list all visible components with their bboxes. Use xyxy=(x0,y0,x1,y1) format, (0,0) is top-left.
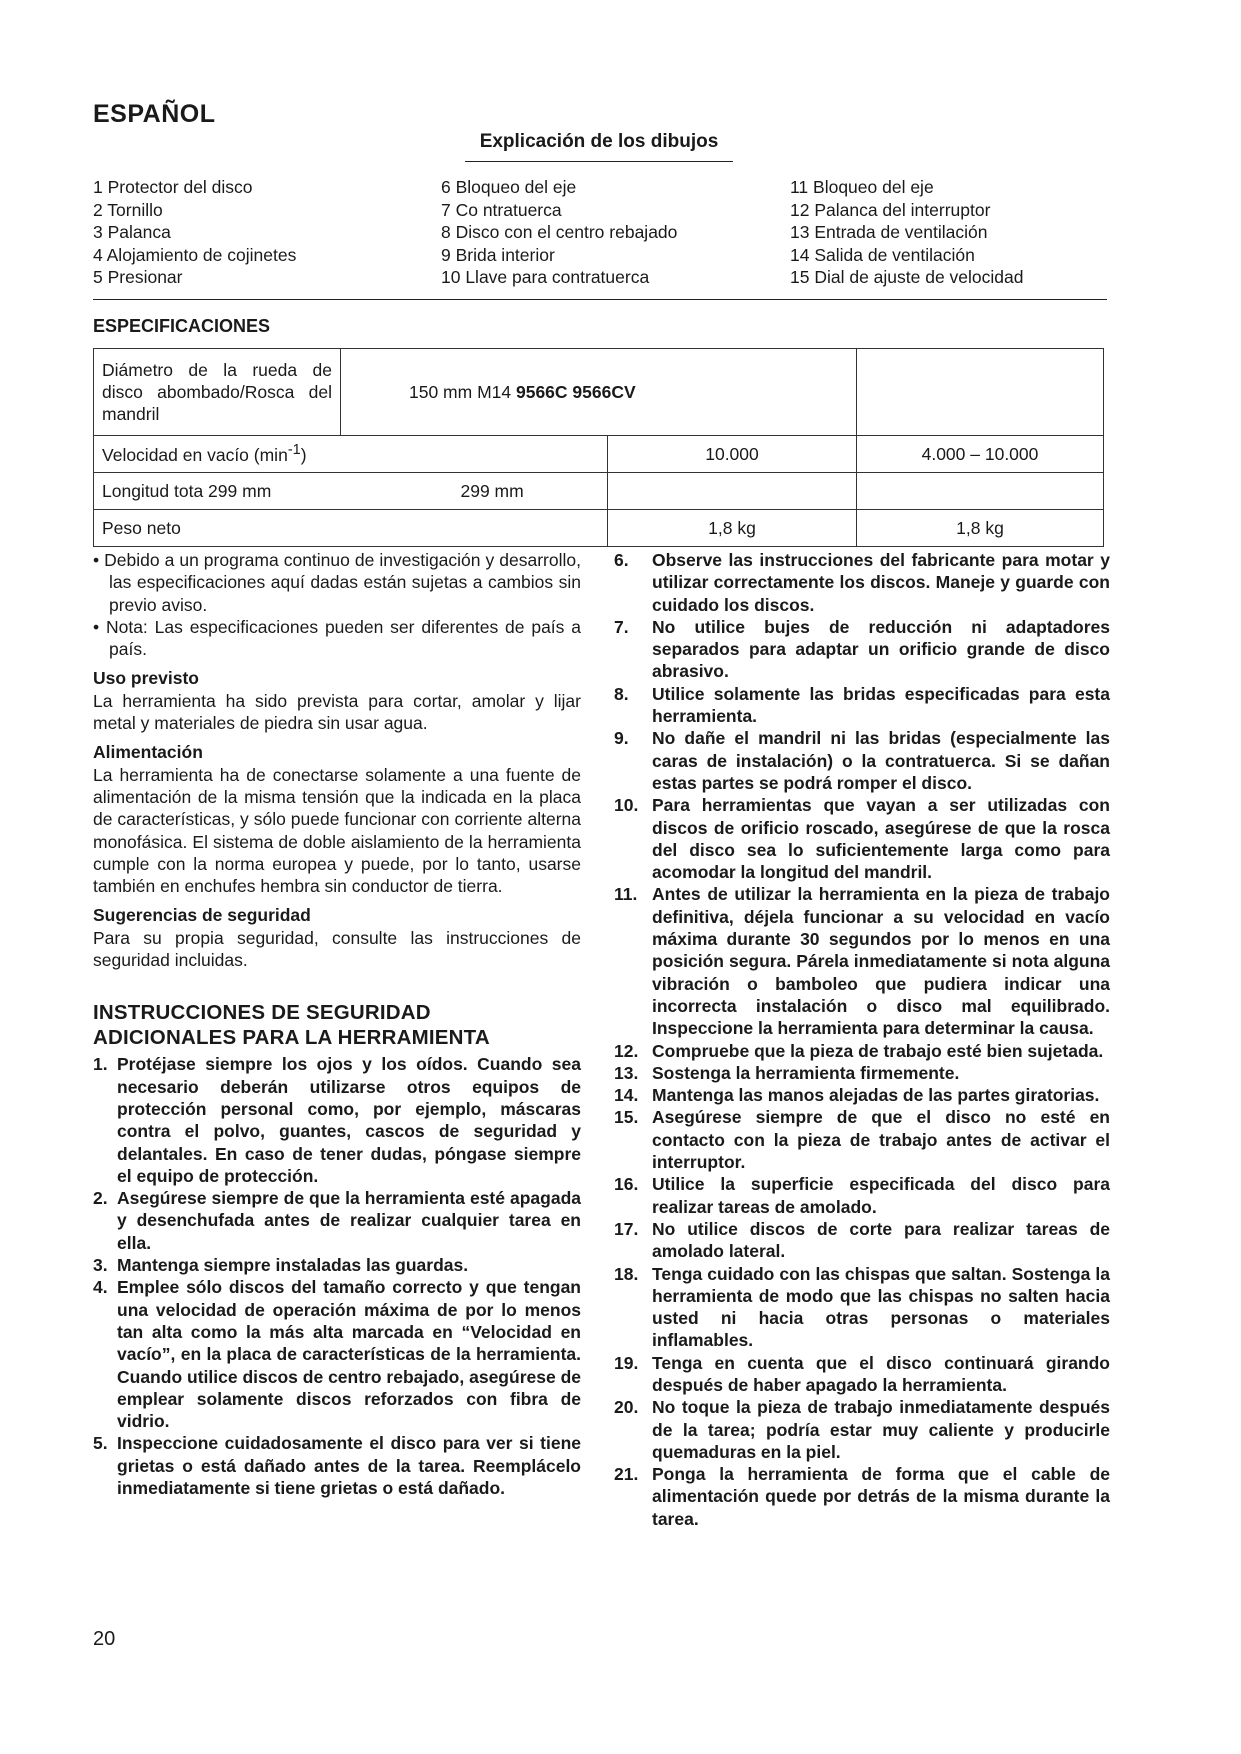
list-item: 16. Utilice la superficie especificada del disco para realizar tareas de amolado. xyxy=(614,1174,1110,1217)
legend-item: 14 Salida de ventilación xyxy=(790,244,975,265)
spec-value: 150 mm M14 9566C 9566CV xyxy=(341,349,857,436)
legend-item: 9 Brida interior xyxy=(441,244,555,265)
intended-use-heading: Uso previsto xyxy=(93,668,199,689)
list-item: 14. Mantenga las manos alejadas de las partes giratorias. xyxy=(614,1085,1100,1106)
safety-tips-heading: Sugerencias de seguridad xyxy=(93,905,311,926)
safety-instructions-heading: INSTRUCCIONES DE SEGURIDAD ADICIONALES PARA LA HERRAMIENTA xyxy=(93,1001,490,1050)
bullet-note: • Nota: Las especificaciones pueden ser diferentes de país a país. xyxy=(93,616,581,660)
table-row xyxy=(94,510,1104,547)
list-item: 21. Ponga la herramienta de forma que el cable de alimentación quede por detrás de la misma durante la tarea. xyxy=(614,1464,1110,1529)
right-column xyxy=(614,549,1110,1530)
left-column xyxy=(93,549,581,1499)
legend-item: 1 Protector del disco xyxy=(93,177,253,197)
list-item: 13. Sostenga la herramienta firmemente. xyxy=(614,1062,960,1083)
spec-value: 10.000 xyxy=(608,436,857,473)
legend-column-3 xyxy=(790,176,1024,289)
list-item: 2. Asegúrese siempre de que la herramienta esté apagada y desenchufada antes de realizar cualquier tarea en ella. xyxy=(93,1188,581,1253)
legend-item: 4 Alojamiento de cojinetes xyxy=(93,244,297,265)
legend-item: 15 Dial de ajuste de velocidad xyxy=(790,267,1024,287)
list-item: 8. Utilice solamente las bridas especificadas para esta herramienta. xyxy=(614,683,1110,727)
spec-value: 4.000 – 10.000 xyxy=(857,436,1104,473)
legend-item: 5 Presionar xyxy=(93,267,183,287)
legend-item: 6 Bloqueo del eje xyxy=(441,177,577,197)
legend-item: 10 Llave para contratuerca xyxy=(441,267,650,287)
legend-item: 2 Tornillo xyxy=(93,199,163,220)
spec-label: Longitud tota 299 mm xyxy=(94,473,341,510)
safety-rules-list-right xyxy=(614,549,1110,1530)
spec-value: 1,8 kg xyxy=(608,510,857,547)
spec-value: 299 mm xyxy=(341,473,608,510)
legend-item: 8 Disco con el centro rebajado xyxy=(441,222,678,242)
language-heading: ESPAÑOL xyxy=(93,100,216,128)
specifications-table xyxy=(93,348,1104,547)
power-supply-text: La herramienta ha de conectarse solamente a una fuente de alimentación de la misma tensión que la indicada en la placa de características, y sólo puede funcionar con corriente alterna monofásica. El sistema de doble aislamiento de la herramienta cumple con la norma europea y puede, por lo tanto, usarse también en enchufes hembra sin conductor de tierra. xyxy=(93,764,581,897)
list-item: 1. Protéjase siempre los ojos y los oídos. Cuando sea necesario deberán utilizarse otros equipos de protección personal como, por ejemplo, máscaras contra el polvo, guantes, cascos de seguridad y delantales. En caso de tener dudas, póngase siempre el equipo de protección. xyxy=(93,1054,581,1186)
list-item: 7. No utilice bujes de reducción ni adaptadores separados para adaptar un orificio grande de disco abrasivo. xyxy=(614,616,1110,682)
list-item: 15. Asegúrese siempre de que el disco no esté en contacto con la pieza de trabajo antes de activar el interruptor. xyxy=(614,1107,1110,1173)
spec-label: Peso neto xyxy=(94,510,608,547)
list-item: 9. No dañe el mandril ni las bridas (especialmente las caras de instalación) o la contratuerca. Si se dañan estas partes se podrá romper el disco. xyxy=(614,728,1110,793)
list-item: 10. Para herramientas que vayan a ser utilizadas con discos de orificio roscado, asegúrese de que la rosca del disco sea lo suficientemente larga como para acomodar la longitud del mandril. xyxy=(614,795,1110,883)
table-row xyxy=(94,473,1104,510)
spec-value-empty xyxy=(608,473,857,510)
table-row xyxy=(94,349,1104,436)
legend-item: 7 Co ntratuerca xyxy=(441,199,562,220)
intended-use-text: La herramienta ha sido prevista para cortar, amolar y lijar metal y materiales de piedra sin usar agua. xyxy=(93,690,581,734)
safety-rules-list-left xyxy=(93,1053,581,1499)
legend-item: 13 Entrada de ventilación xyxy=(790,222,988,242)
power-supply-heading: Alimentación xyxy=(93,742,203,763)
table-row xyxy=(94,436,1104,473)
list-item: 6. Observe las instrucciones del fabricante para motar y utilizar correctamente los discos. Maneje y guarde con cuidado los discos. xyxy=(614,550,1110,615)
list-item: 18. Tenga cuidado con las chispas que saltan. Sostenga la herramienta de modo que las chispas no salten hacia usted ni hacia otras personas o materiales inflamables. xyxy=(614,1263,1110,1351)
list-item: 20. No toque la pieza de trabajo inmediatamente después de la tarea; podría estar muy caliente y producirle quemaduras en la piel. xyxy=(614,1397,1110,1462)
legend-title: Explicación de los dibujos xyxy=(465,131,733,162)
list-item: 4. Emplee sólo discos del tamaño correcto y que tengan una velocidad de operación máxima de por lo menos tan alta como la más alta marcada en “Velocidad en vacío”, en la placa de características de la herramienta. Cuando utilice discos de centro rebajado, asegúrese de emplear solamente discos reforzados con fibra de vidrio. xyxy=(93,1277,581,1432)
legend-column-1 xyxy=(93,176,296,289)
page-number: 20 xyxy=(93,1628,116,1650)
spec-value-empty xyxy=(857,349,1104,436)
safety-tips-text: Para su propia seguridad, consulte las instrucciones de seguridad incluidas. xyxy=(93,927,581,971)
list-item: 3. Mantenga siempre instaladas las guardas. xyxy=(93,1255,469,1276)
legend-column-2 xyxy=(441,176,677,289)
list-item: 11. Antes de utilizar la herramienta en la pieza de trabajo definitiva, déjela funcionar a su velocidad en vacío máxima durante 30 segundos por lo menos en una posición segura. Párela inmediatamente si nota alguna vibración o bamboleo que pudiera indicar una incorrecta instalación o disco mal equilibrado. Inspeccione la herramienta para determinar la causa. xyxy=(614,884,1110,1039)
legend-item: 11 Bloqueo del eje xyxy=(790,177,934,197)
legend-item: 3 Palanca xyxy=(93,222,171,242)
specifications-heading: ESPECIFICACIONES xyxy=(93,316,271,336)
spec-label: Velocidad en vacío $(\min^{-1})$ xyxy=(94,436,608,473)
spec-label: Diámetro de la rueda de disco abombado/Rosca del mandril xyxy=(94,349,341,436)
bullet-note: • Debido a un programa continuo de investigación y desarrollo, las especificaciones aquí dadas están sujetas a cambios sin previo aviso. xyxy=(93,550,581,615)
legend-item: 12 Palanca del interruptor xyxy=(790,199,991,220)
spec-value-empty xyxy=(857,473,1104,510)
spec-value: 1,8 kg xyxy=(857,510,1104,547)
list-item: 17. No utilice discos de corte para realizar tareas de amolado lateral. xyxy=(614,1218,1110,1262)
legend-divider xyxy=(93,299,1107,300)
list-item: 12. Compruebe que la pieza de trabajo esté bien sujetada. xyxy=(614,1040,1104,1061)
list-item: 5. Inspeccione cuidadosamente el disco para ver si tiene grietas o está dañado antes de la tarea. Reemplácelo inmediatamente si tiene grietas o está dañado. xyxy=(93,1433,581,1498)
list-item: 19. Tenga en cuenta que el disco continuará girando después de haber apagado la herramienta. xyxy=(614,1352,1110,1395)
